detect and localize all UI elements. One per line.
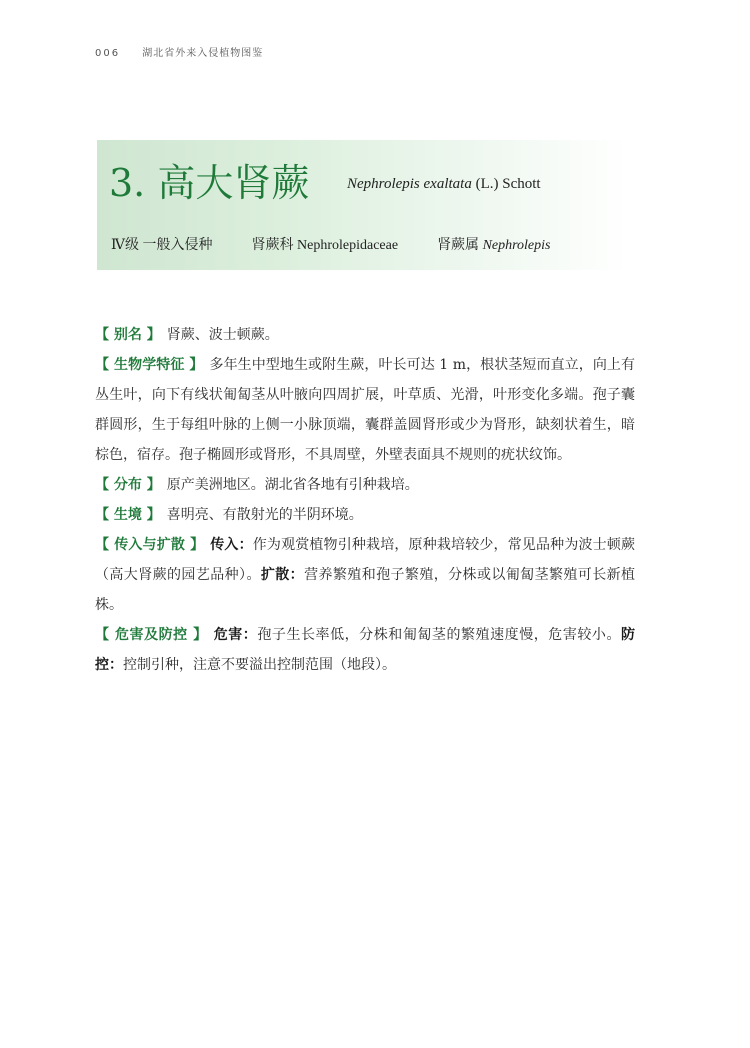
species-description [95,320,635,680]
alias-heading: 【 别名 】 [95,327,161,343]
title-band [97,140,630,270]
distribution-paragraph [95,470,635,500]
control-text: 控制引种，注意不要溢出控制范围（地段）。 [123,657,396,673]
biology-heading: 【 生物学特征 】 [95,357,204,373]
classification-row [111,234,550,254]
biology-text: 多年生中型地生或附生蕨，叶长可达 1 m，根状茎短而直立，向上有丛生叶，向下有线状匍匐茎从叶腋向四周扩展，叶草质、光滑，叶形变化多端。孢子囊群圆形，生于每组叶脉的上侧一小脉顶端，囊群盖圆肾形或少为肾形，缺刻状着生，暗棕色，宿存。孢子椭圆形或肾形，不具周壁，外壁表面具不规则的疣状纹饰。 [95,357,635,463]
scientific-binomial: Nephrolepis exaltata [347,176,472,192]
book-title: 湖北省外来入侵植物图鉴 [142,48,264,59]
scientific-name [347,176,541,193]
control-label: 防控： [95,627,636,673]
family-name: 肾蕨科 Nephrolepidaceae [251,238,399,253]
biology-paragraph [95,350,635,470]
intro-label: 传入： [210,537,253,553]
habitat-heading: 【 生境 】 [95,507,161,523]
running-header [95,44,263,59]
page-number: 006 [95,48,121,59]
scientific-authority: (L.) Schott [475,176,541,192]
introduction-paragraph [95,530,635,620]
harm-label: 危害： [213,627,258,643]
spread-label: 扩散： [260,567,305,583]
invasion-level: Ⅳ级 一般入侵种 [111,238,213,253]
harm-text: 孢子生长率低，分株和匍匐茎的繁殖速度慢，危害较小。 [257,627,622,643]
alias-text: 肾蕨、波士顿蕨。 [166,327,279,343]
genus-latin: Nephrolepis [482,238,551,253]
harm-control-heading: 【 危害及防控 】 [95,627,208,643]
intro-text: 作为观赏植物引种栽培，原种栽培较少，常见品种为波士顿蕨（高大肾蕨的园艺品种）。 [95,537,636,583]
alias-paragraph [95,320,635,350]
spread-text: 营养繁殖和孢子繁殖，分株或以匍匐茎繁殖可长新植株。 [95,567,636,613]
genus-cn: 肾蕨属 [437,238,480,253]
species-title: 3. 高大肾蕨 [109,161,310,205]
distribution-text: 原产美洲地区。湖北省各地有引种栽培。 [166,477,419,493]
distribution-heading: 【 分布 】 [95,477,161,493]
habitat-paragraph [95,500,635,530]
habitat-text: 喜明亮、有散射光的半阴环境。 [166,507,363,523]
harm-control-paragraph [95,620,635,680]
introduction-heading: 【 传入与扩散 】 [95,537,205,553]
